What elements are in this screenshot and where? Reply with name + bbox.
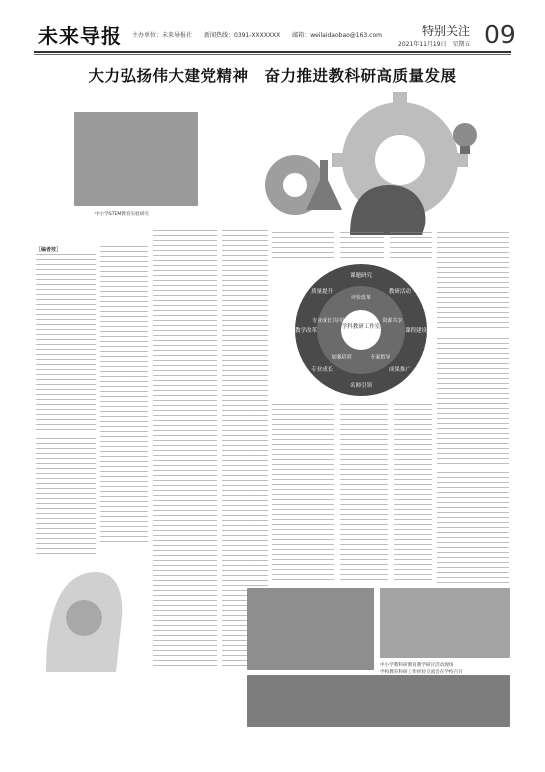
wheel-label: 课程建设 [404, 328, 428, 334]
wheel-label: 加强培训 [331, 354, 352, 361]
photo-caption: 中小学STEM教育实验研究 [95, 212, 149, 217]
text-column-8b [437, 338, 509, 468]
text-column-6 [340, 232, 384, 260]
text-column-2 [100, 246, 148, 546]
photo-activity-left [247, 588, 374, 670]
section-label: 特别关注 [422, 24, 471, 38]
wheel-label: 评价改革 [350, 295, 372, 301]
wheel-label: 专业成长 [311, 366, 334, 373]
intro-label: ［编者按］ [36, 247, 62, 253]
wheel-label: 教研活动 [388, 289, 411, 296]
photo-activity-right [380, 588, 510, 658]
masthead-title: 未来导报 [38, 24, 122, 48]
text-column-5 [272, 232, 334, 260]
wheel-label: 成果推广 [388, 366, 411, 373]
photo-caption-1: 中小学教科研教育教学研讨活动现场 [380, 663, 454, 668]
photo-caption-2: 学校教育科研工作经验交流会在学校召开 [380, 670, 463, 675]
text-column-3 [153, 230, 217, 670]
headline: 大力弘扬伟大建党精神 奋力推进教科研高质量发展 [88, 66, 457, 85]
masthead-info: 主办单位：未来导报社 新闻热线：0391-XXXXXXX 邮箱：weilaidaobao@163.com [132, 32, 382, 39]
wheel-label: 质量提升 [311, 289, 334, 296]
text-column-10 [340, 404, 388, 584]
text-column-1b [36, 438, 96, 556]
wheel-label: 名师引领 [349, 383, 373, 389]
wheel-label: 专业成长共同体 [312, 317, 348, 324]
decorative-illustration [250, 90, 510, 240]
wheel-center [341, 310, 381, 350]
issue-date: 2021年11月19日 星期五 [398, 41, 471, 48]
header-rule-thin [34, 54, 511, 55]
page-number: 09 [484, 20, 516, 49]
wheel-label: 教学改革 [294, 328, 318, 334]
teaching-research-wheel-diagram [285, 262, 437, 398]
header-rule [34, 51, 511, 53]
wheel-center-label-line: 学科教研工作室 [341, 324, 381, 330]
wheel-label: 课题研究 [349, 273, 373, 279]
text-column-9 [272, 404, 334, 584]
text-column-1a [36, 254, 96, 434]
wheel-label: 专家指导 [370, 354, 391, 361]
wheel-label: 资源共享 [382, 317, 403, 324]
head-silhouette-icon [36, 562, 124, 674]
text-column-7 [390, 232, 432, 260]
text-column-12 [437, 472, 509, 584]
photo-stem-education [74, 112, 198, 206]
photo-conference [247, 675, 510, 727]
text-column-11 [394, 404, 432, 584]
text-column-8 [437, 232, 509, 332]
